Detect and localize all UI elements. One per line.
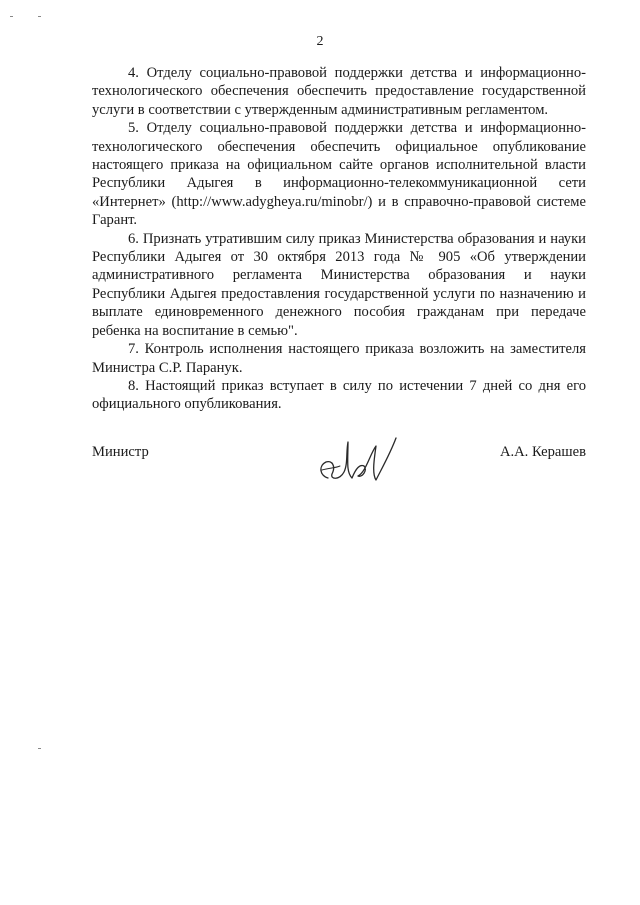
paragraph-5: 5. Отделу социально-правовой поддержки детства и информационно-технологического обеспечения обеспечить официальное опубликование настоящего приказа на официальном сайте органов исполнительной власти Республики Адыгея в информационно-телекоммуникационной сети «Интернет» (http://www.adygheya.ru/minobr/) и в справочно-правовой системе Гарант. [92, 120, 586, 229]
document-body [92, 64, 586, 414]
paragraph-7: 7. Контроль исполнения настоящего приказа возложить на заместителя Министра С.Р. Паранук. [92, 341, 586, 376]
scan-mark [38, 16, 41, 17]
page-number: 2 [316, 34, 324, 49]
scan-mark [10, 16, 13, 17]
paragraph-8: 8. Настоящий приказ вступает в силу по истечении 7 дней со дня его официального опубликования. [92, 377, 586, 413]
signature-block [92, 430, 586, 490]
signatory-role: Министр [92, 444, 149, 460]
handwritten-signature [310, 430, 400, 490]
scan-mark [38, 748, 41, 749]
signatory-name: А.А. Керашев [499, 444, 586, 460]
paragraph-6: 6. Признать утратившим силу приказ Министерства образования и науки Республики Адыгея от 30 октября 2013 года № 905 «Об утверждении административного регламента Министерства образования и науки Республики Адыгея предоставления государственной услуги по назначению и выплате единовременного денежного пособия гражданам при передаче ребенка на воспитание в семью". [92, 230, 586, 339]
paragraph-4: 4. Отделу социально-правовой поддержки детства и информационно-технологического обеспечения обеспечить предоставление государственной услуги в соответствии с утвержденным административным регламентом. [92, 65, 586, 118]
